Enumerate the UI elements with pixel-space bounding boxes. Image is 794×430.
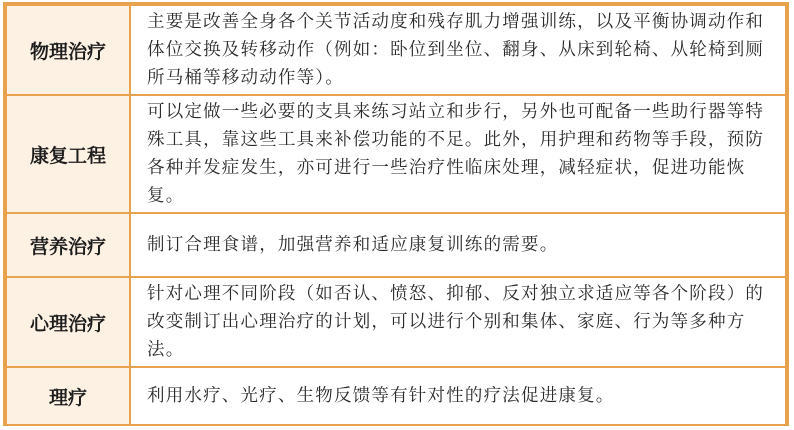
row-description: 利用水疗、光疗、生物反馈等有针对性的疗法促进康复。 [130,367,786,425]
row-description: 制订合理食谱，加强营养和适应康复训练的需要。 [130,213,786,277]
table-row-rehab-engineering [6,95,786,213]
row-label: 物理治疗 [6,5,130,95]
rehab-methods-table [5,4,787,426]
row-label: 康复工程 [6,95,130,213]
table-row-psychotherapy [6,277,786,367]
row-description: 主要是改善全身各个关节活动度和残存肌力增强训练，以及平衡协调动作和体位交换及转移动作（例如：卧位到坐位、翻身、从床到轮椅、从轮椅到厕所马桶等移动动作等）。 [130,5,786,95]
table-row-physical-therapy [6,5,786,95]
row-label: 心理治疗 [6,277,130,367]
row-label: 理疗 [6,367,130,425]
rehab-table-container [3,2,789,426]
table-row-nutrition-therapy [6,213,786,277]
row-description: 针对心理不同阶段（如否认、愤怒、抑郁、反对独立求适应等各个阶段）的改变制订出心理治疗的计划，可以进行个别和集体、家庭、行为等多种方法。 [130,277,786,367]
row-description: 可以定做一些必要的支具来练习站立和步行，另外也可配备一些助行器等特殊工具，靠这些工具来补偿功能的不足。此外，用护理和药物等手段，预防各种并发症发生，亦可进行一些治疗性临床处理，减轻症状，促进功能恢复。 [130,95,786,213]
row-label: 营养治疗 [6,213,130,277]
table-row-physiotherapy [6,367,786,425]
